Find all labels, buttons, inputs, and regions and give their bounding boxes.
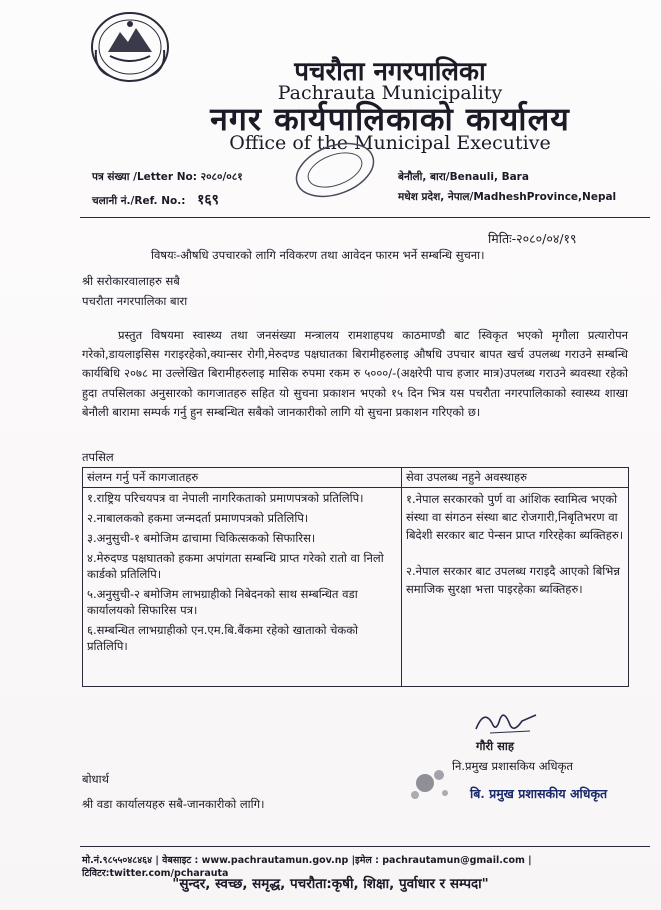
recipient-line-2: पचरौता नगरपालिका बारा	[82, 294, 188, 308]
ink-smudge	[395, 755, 465, 810]
footer-divider	[80, 846, 650, 847]
municipality-name-english: Pachrauta Municipality	[277, 82, 503, 104]
signatory-title: नि.प्रमुख प्रशासकिय अधिकृत	[452, 759, 573, 773]
documents-column-header: संलग्न गर्नु पर्ने कागजातहरु	[83, 468, 402, 488]
letter-number-value: २०८०/०८१	[200, 171, 243, 183]
reference-number-label: चलानी नं./Ref. No.:	[92, 195, 186, 207]
handwritten-signature	[470, 705, 540, 739]
office-name-english: Office of the Municipal Executive	[229, 132, 551, 154]
tapsil-heading: तपसिल	[82, 450, 114, 464]
documents-cell	[83, 488, 402, 687]
list-item: ४.मेरुदण्ड पक्षघातको हकमा अपांगता सम्बन्धि प्राप्त गरेको रातो वा निलो कार्डको प्रतिलिपि।	[87, 551, 384, 581]
list-item: १.राष्ट्रिय परिचयपत्र वा नेपाली नागरिकताको प्रमाणपत्रको प्रतिलिपि।	[87, 491, 364, 505]
list-item: २.नाबालकको हकमा जन्मदर्ता प्रमाणपत्रको प्रतिलिपि।	[87, 511, 309, 525]
letter-number	[92, 170, 243, 184]
list-item: १.नेपाल सरकारको पुर्ण वा आंशिक स्वामित्व भएको संस्था वा संगठन संस्था बाट रोजगारी,निबृतिभरण वा बिदेशी सरकार बाट पेन्सन प्राप्त गरिरहेका ब्यक्तिहरु।	[406, 492, 624, 542]
municipality-name-nepali: पचरौता नगरपालिका	[294, 57, 486, 87]
reference-number-value: १६९	[197, 192, 219, 208]
list-item: २.नेपाल सरकार बाट उपलब्ध गराइदै आएको बिभिन्न समाजिक सुरक्षा भत्ता पाइरहेका ब्यक्तिहरु।	[406, 564, 620, 596]
cc-label: बोधार्थ	[82, 772, 109, 786]
footer-slogan: "सुन्दर, स्वच्छ, समृद्ध, पचरौता:कृषी, शिक्षा, पुर्वाधार र सम्पदा"	[172, 876, 489, 892]
header-divider	[80, 217, 650, 218]
recipient-line-1: श्री सरोकारवालाहरु सबै	[82, 274, 180, 288]
address-line-2: मधेश प्रदेश, नेपाल/MadheshProvince,Nepal	[398, 191, 617, 203]
letter-number-label: पत्र संख्या /Letter No:	[92, 171, 197, 183]
office-name-nepali: नगर कार्यपालिकाको कार्यालय	[210, 100, 570, 138]
letter-subject: विषयः-औषधि उपचारको लागि नविकरण तथा आवेदन फारम भर्ने सम्बन्धि सुचना।	[151, 248, 485, 262]
footer-contact: मो.नं.९८५५०४८४६४ | वेबसाइट : www.pachrautamun.gov.np |इमेल : pachrautamun@gmail.com | टिविटर:twitter.com/pcharauta	[82, 855, 532, 879]
list-item: ५.अनुसुची-२ बमोजिम लाभग्राहीको निबेदनको साथ सम्बन्धित वडा कार्यालयको सिफारिस पत्र।	[87, 587, 358, 617]
exclusions-column-header: सेवा उपलब्ध नहुने अवस्थाहरु	[402, 468, 629, 488]
letter-date: मितिः-२०८०/०४/१९	[488, 231, 577, 246]
reference-number	[92, 190, 219, 209]
address-line-1: बेनौली, बारा/Benauli, Bara	[398, 171, 529, 183]
requirements-table	[82, 467, 629, 687]
signatory-seal: बि. प्रमुख प्रशासकीय अधिकृत	[470, 786, 608, 801]
table-header-row	[83, 468, 629, 488]
list-item: ६.सम्बन्धित लाभग्राहीको एन.एम.बि.बैंकमा रहेको खाताको चेकको प्रतिलिपि।	[87, 623, 359, 653]
cc-line: श्री वडा कार्यालयहरु सबै-जानकारीको लागि।	[82, 797, 265, 811]
letter-body: प्रस्तुत विषयमा स्वास्थ्य तथा जनसंख्या मन्त्रालय रामशाहपथ काठमाण्डौ बाट स्विकृत भएको मृगौला प्रत्यारोपन गरेको,डायलाइसिस गराइरहेको,क्यान्सर रोगी,मेरुदण्ड पक्षघातका बिरामीहरुलाइ औषधि उपचार बापत खर्च उपलब्ध गराउने सम्बन्धि कार्यबिधि २०७८ मा उल्लेखित बिरामीहरुलाइ मासिक रुपमा रकम रु ५०००/-(अक्षरेपी पाच हजार मात्र)उपलब्ध गराउने ब्यवस्था रहेको हुदा तपसिलका अनुसारको कागजातहरु सहित यो सुचना प्रकाशन भएको १५ दिन भित्र यस पचरौता नगरपालिकाको स्वास्थ्य शाखा बेनौली बारामा सम्पर्क गर्नु हुन सम्बन्धित सबैको जानकारीको लागि यो सुचना प्रकाशन गरिएको छ।	[82, 328, 628, 419]
signatory-name: गौरी साह	[476, 739, 514, 753]
exclusions-cell	[402, 488, 629, 687]
table-row	[83, 488, 629, 687]
office-stamp	[290, 140, 380, 200]
list-item: ३.अनुसुची-१ बमोजिम ढाचामा चिकित्सकको सिफारिस।	[87, 531, 316, 545]
